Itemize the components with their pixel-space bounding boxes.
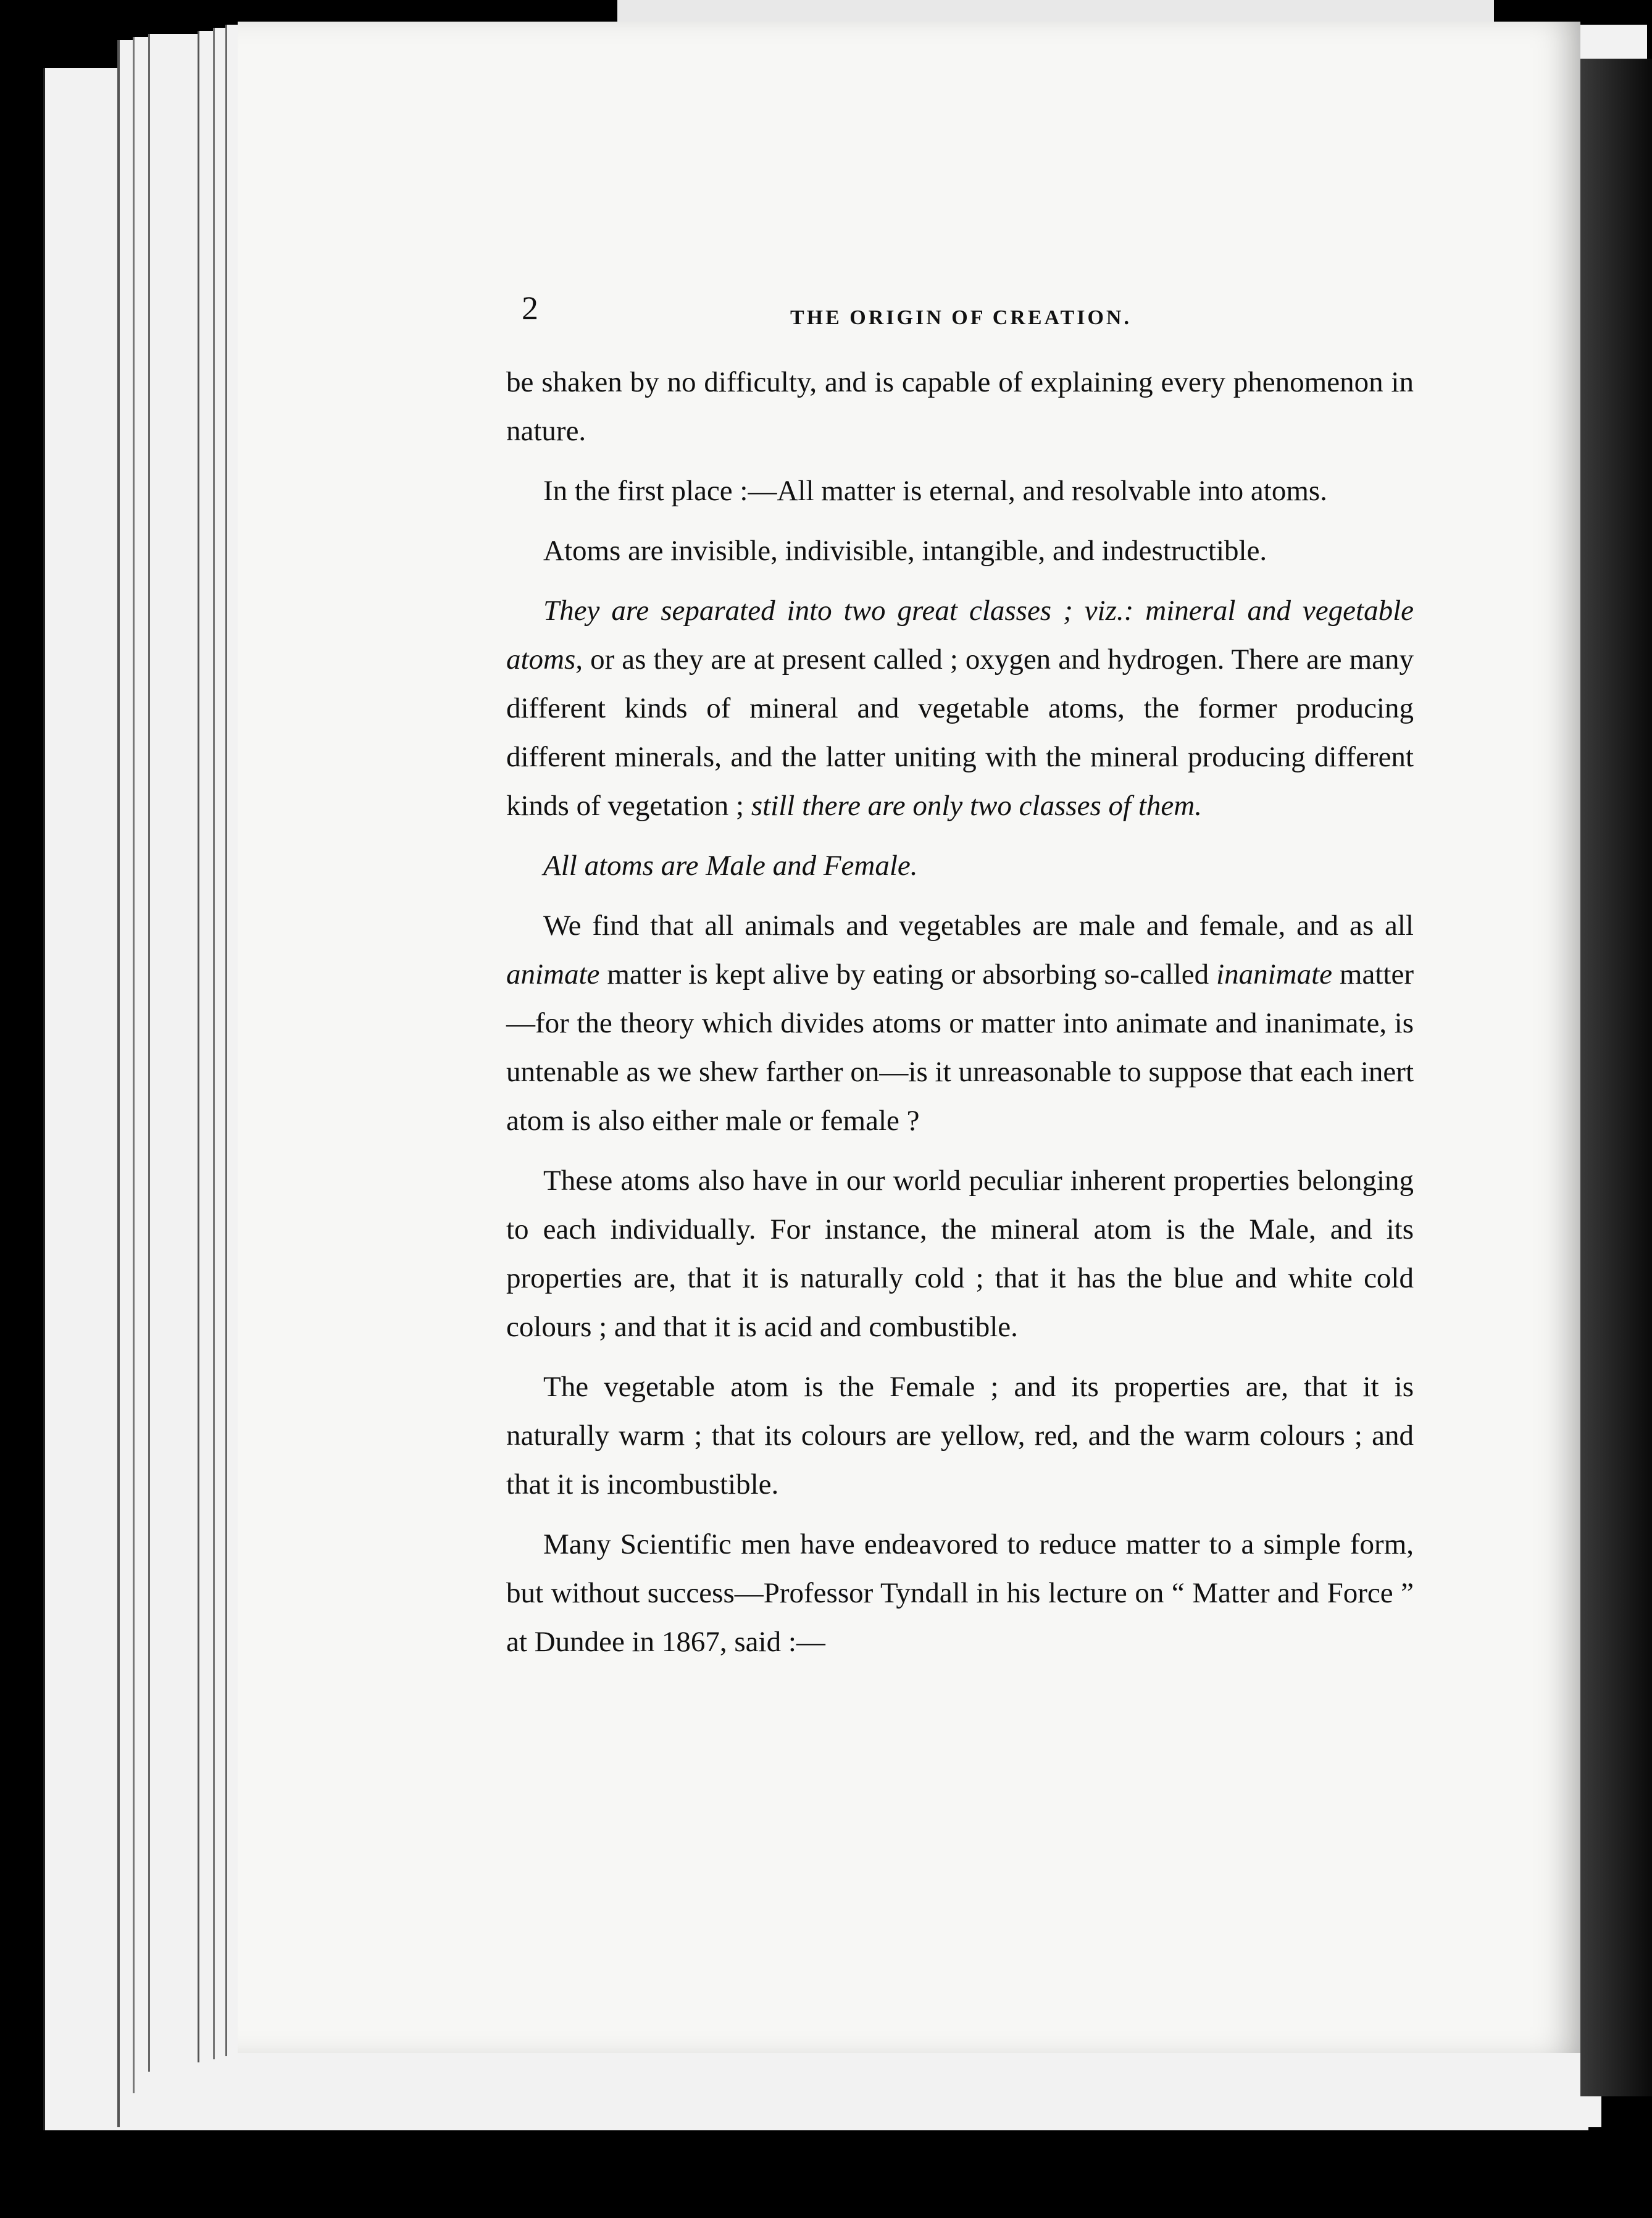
paragraph-text: or as they are at present called ; oxygen and hydrogen. There are many different kinds of mineral and vegetable atoms, the former producing different minerals, and the latter uniting with the mineral producing different kinds of vegetation ; [506, 643, 1414, 822]
paragraph-text: We find that all animals and vegetables are male and female, and as all [543, 910, 1414, 942]
running-title: THE ORIGIN OF CREATION. [790, 306, 1132, 329]
binding-shadow [1580, 59, 1652, 2096]
paragraph-4 [506, 587, 1414, 831]
italic-phrase: They are separated into two great classes ; viz.: mineral and vegetable atoms, [506, 595, 1414, 676]
paragraph-2: In the first place :—All matter is eternal, and resolvable into atoms. [543, 475, 1327, 507]
paragraph-8: The vegetable atom is the Female ; and its properties are, that it is naturally warm ; that its colours are yellow, red, and the warm colours ; and that it is incombustible. [506, 1371, 1414, 1500]
paragraph-5 [506, 842, 1414, 890]
paragraph-text: matter—for the theory which divides atoms or matter into animate and inanimate, is untenable as we shew farther on—is it unreasonable to suppose that each inert atom is also either male or female ? [506, 958, 1414, 1137]
italic-word: inanimate [1216, 958, 1333, 990]
running-head [506, 272, 1414, 327]
italic-word: animate [506, 958, 600, 990]
italic-phrase: still there are only two classes of them. [751, 790, 1202, 822]
page-content [506, 272, 1414, 1678]
paragraph-1: be shaken by no difficulty, and is capable of explaining every phenomenon in nature. [506, 366, 1414, 447]
page-number: 2 [522, 290, 539, 327]
paragraph-9: Many Scientific men have endeavored to reduce matter to a simple form, but without success—Professor Tyndall in his lecture on “ Matter and Force ” at Dundee in 1867, said :— [506, 1528, 1414, 1658]
paragraph-3: Atoms are invisible, indivisible, intangible, and indestructible. [543, 535, 1267, 567]
italic-phrase: All atoms are Male and Female. [543, 850, 918, 882]
paragraph-7: These atoms also have in our world peculiar inherent properties belonging to each individually. For instance, the mineral atom is the Male, and its properties are, that it is naturally cold ; that it has the blue and white cold colours ; and that it is acid and combustible. [506, 1165, 1414, 1343]
paragraph-text: matter is kept alive by eating or absorbing so-called [599, 958, 1217, 990]
paragraph-6 [506, 902, 1414, 1145]
